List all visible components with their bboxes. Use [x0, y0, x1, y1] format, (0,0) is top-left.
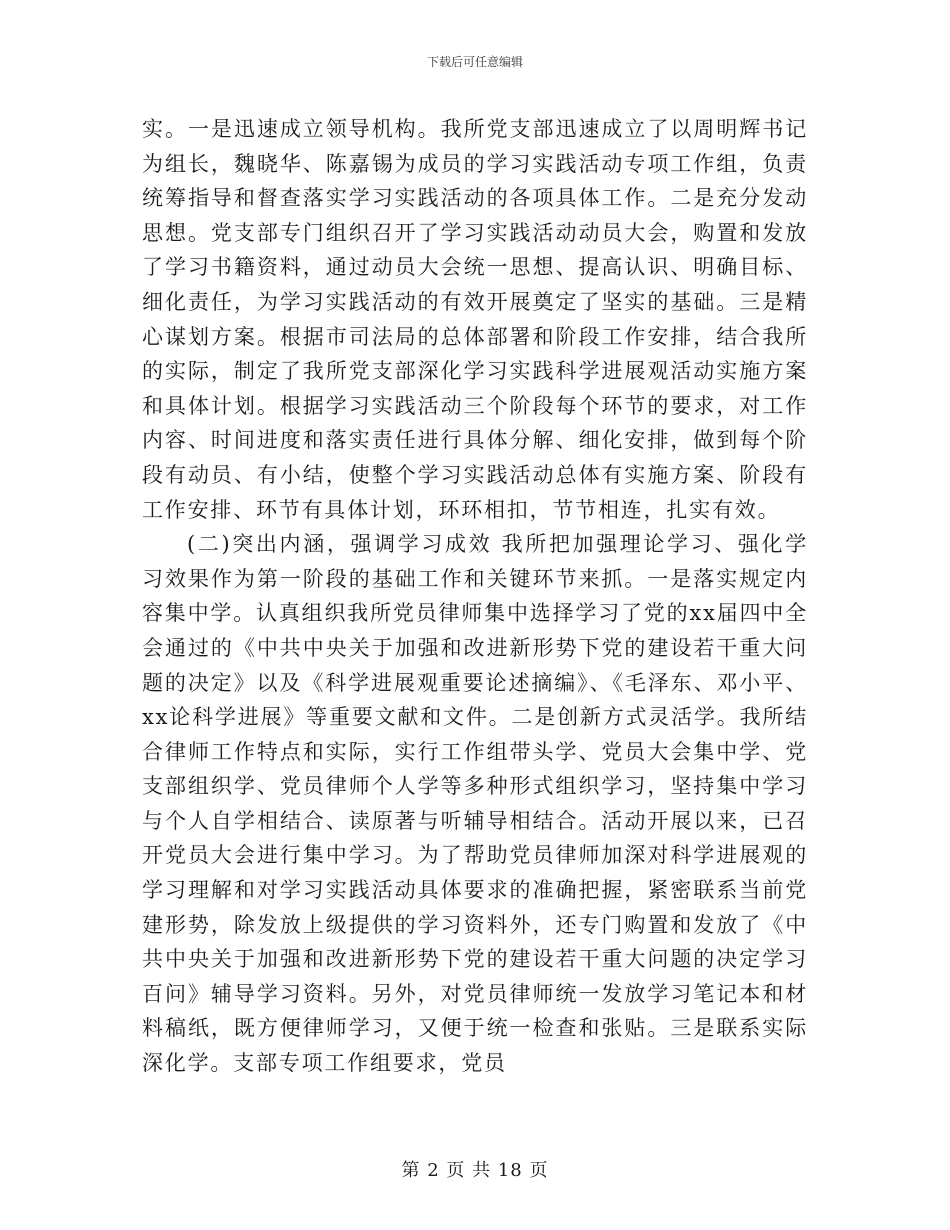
paragraph-1: 实。一是迅速成立领导机构。我所党支部迅速成立了以周明辉书记为组长，魏晓华、陈嘉锡为成员的学习实践活动专项工作组，负责统筹指导和督查落实学习实践活动的各项具体工作。二是充分发动思想。党支部专门组织召开了学习实践活动动员大会，购置和发放了学习书籍资料，通过动员大会统一思想、提高认识、明确目标、细化责任，为学习实践活动的有效开展奠定了坚实的基础。三是精心谋划方案。根据市司法局的总体部署和阶段工作安排，结合我所的实际，制定了我所党支部深化学习实践科学进展观活动实施方案和具体计划。根据学习实践活动三个阶段每个环节的要求，对工作内容、时间进度和落实责任进行具体分解、细化安排，做到每个阶段有动员、有小结，使整个学习实践活动总体有实施方案、阶段有工作安排、环节有具体计划，环环相扣，节节相连，扎实有效。 — [142, 117, 808, 522]
page-header: 下载后可任意编辑 — [426, 55, 523, 69]
document-body — [142, 112, 808, 1081]
paragraph-2: (二)突出内涵，强调学习成效 我所把加强理论学习、强化学习效果作为第一阶段的基础工作和关键环节来抓。一是落实规定内容集中学。认真组织我所党员律师集中选择学习了党的xx届四中全会通过的《中共中央关于加强和改进新形势下党的建设若干重大问题的决定》以及《科学进展观重要论述摘编》、《毛泽东、邓小平、xx论科学进展》等重要文献和文件。二是创新方式灵活学。我所结合律师工作特点和实际，实行工作组带头学、党员大会集中学、党支部组织学、党员律师个人学等多种形式组织学习，坚持集中学习与个人自学相结合、读原著与听辅导相结合。活动开展以来，已召开党员大会进行集中学习。为了帮助党员律师加深对科学进展观的学习理解和对学习实践活动具体要求的准确把握，紧密联系当前党建形势，除发放上级提供的学习资料外，还专门购置和发放了《中共中央关于加强和改进新形势下党的建设若干重大问题的决定学习百问》辅导学习资料。另外，对党员律师统一发放学习笔记本和材料稿纸，既方便律师学习，又便于统一检查和张贴。三是联系实际深化学。支部专项工作组要求，党员 — [142, 532, 808, 1076]
page-footer: 第 2 页 共 18 页 — [401, 1160, 549, 1181]
